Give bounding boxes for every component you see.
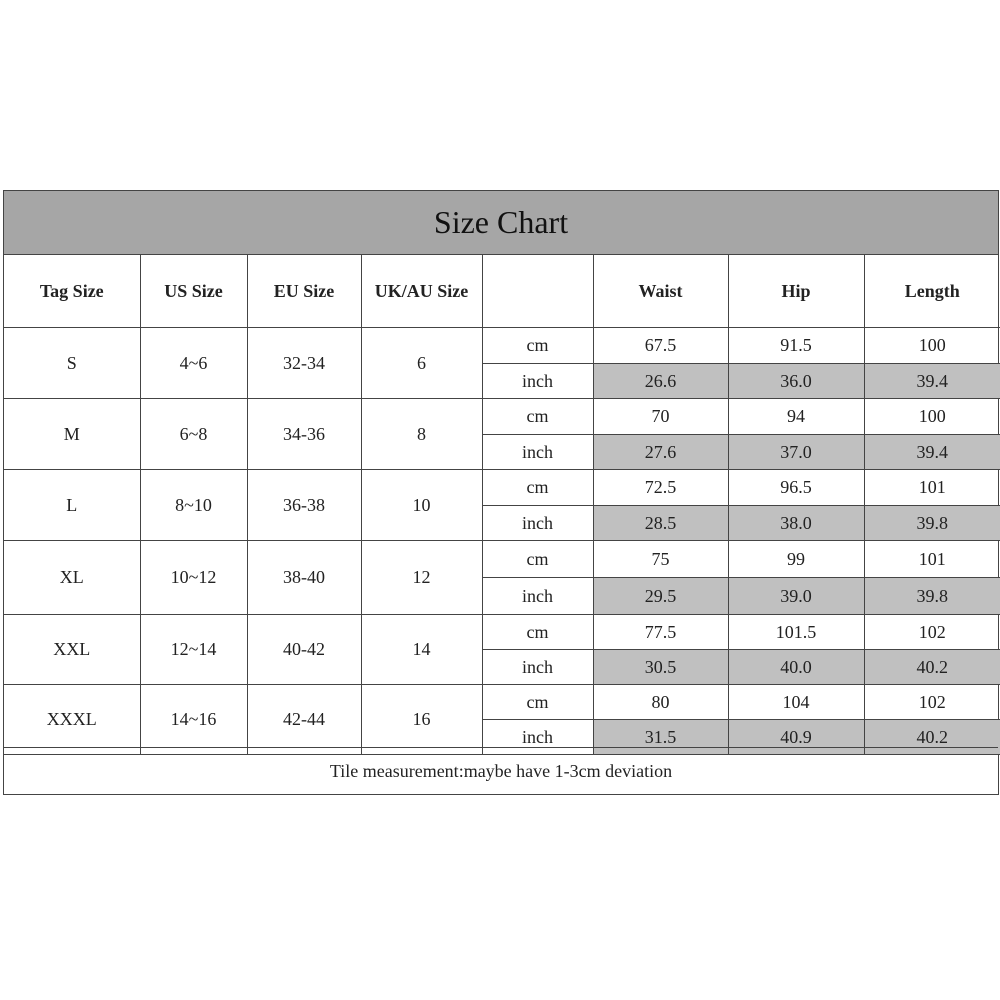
- waist-cm-cell: 75: [593, 541, 728, 578]
- eu-size-cell: 42-44: [247, 685, 361, 755]
- unit-inch-cell: inch: [482, 506, 593, 541]
- ukau-size-cell: 10: [361, 470, 482, 541]
- length-inch-cell: 40.2: [864, 720, 1000, 755]
- table-row: [4, 328, 1000, 364]
- eu-size-cell: 38-40: [247, 541, 361, 615]
- length-cm-cell: 100: [864, 399, 1000, 435]
- header-tag-size: Tag Size: [4, 255, 140, 328]
- us-size-cell: 14~16: [140, 685, 247, 755]
- length-cm-cell: 100: [864, 328, 1000, 364]
- us-size-cell: 8~10: [140, 470, 247, 541]
- table-row: [4, 685, 1000, 720]
- waist-inch-cell: 30.5: [593, 650, 728, 685]
- hip-inch-cell: 40.0: [728, 650, 864, 685]
- waist-inch-cell: 28.5: [593, 506, 728, 541]
- unit-inch-cell: inch: [482, 720, 593, 755]
- waist-inch-cell: 29.5: [593, 578, 728, 615]
- length-cm-cell: 101: [864, 541, 1000, 578]
- hip-cm-cell: 91.5: [728, 328, 864, 364]
- length-inch-cell: 39.8: [864, 506, 1000, 541]
- measurement-note: Tile measurement:maybe have 1-3cm deviation: [4, 747, 998, 794]
- header-eu-size: EU Size: [247, 255, 361, 328]
- eu-size-cell: 32-34: [247, 328, 361, 399]
- length-cm-cell: 101: [864, 470, 1000, 506]
- tag-size-cell: XXL: [4, 615, 140, 685]
- waist-cm-cell: 72.5: [593, 470, 728, 506]
- hip-cm-cell: 104: [728, 685, 864, 720]
- us-size-cell: 6~8: [140, 399, 247, 470]
- length-cm-cell: 102: [864, 615, 1000, 650]
- hip-inch-cell: 37.0: [728, 435, 864, 470]
- hip-inch-cell: 40.9: [728, 720, 864, 755]
- length-inch-cell: 39.4: [864, 435, 1000, 470]
- tag-size-cell: M: [4, 399, 140, 470]
- waist-cm-cell: 67.5: [593, 328, 728, 364]
- tag-size-cell: XL: [4, 541, 140, 615]
- us-size-cell: 4~6: [140, 328, 247, 399]
- waist-inch-cell: 26.6: [593, 364, 728, 399]
- size-table: [4, 255, 1000, 755]
- unit-cm-cell: cm: [482, 470, 593, 506]
- ukau-size-cell: 16: [361, 685, 482, 755]
- hip-cm-cell: 99: [728, 541, 864, 578]
- hip-inch-cell: 36.0: [728, 364, 864, 399]
- unit-inch-cell: inch: [482, 578, 593, 615]
- chart-title: Size Chart: [4, 191, 998, 255]
- unit-cm-cell: cm: [482, 615, 593, 650]
- length-inch-cell: 40.2: [864, 650, 1000, 685]
- waist-cm-cell: 77.5: [593, 615, 728, 650]
- unit-inch-cell: inch: [482, 364, 593, 399]
- waist-cm-cell: 80: [593, 685, 728, 720]
- header-us-size: US Size: [140, 255, 247, 328]
- eu-size-cell: 36-38: [247, 470, 361, 541]
- waist-inch-cell: 27.6: [593, 435, 728, 470]
- unit-cm-cell: cm: [482, 328, 593, 364]
- ukau-size-cell: 14: [361, 615, 482, 685]
- hip-cm-cell: 96.5: [728, 470, 864, 506]
- length-inch-cell: 39.8: [864, 578, 1000, 615]
- unit-cm-cell: cm: [482, 399, 593, 435]
- tag-size-cell: L: [4, 470, 140, 541]
- unit-cm-cell: cm: [482, 541, 593, 578]
- header-hip: Hip: [728, 255, 864, 328]
- hip-cm-cell: 101.5: [728, 615, 864, 650]
- length-inch-cell: 39.4: [864, 364, 1000, 399]
- table-row: [4, 541, 1000, 578]
- ukau-size-cell: 12: [361, 541, 482, 615]
- table-row: [4, 399, 1000, 435]
- header-row: [4, 255, 1000, 328]
- ukau-size-cell: 8: [361, 399, 482, 470]
- eu-size-cell: 34-36: [247, 399, 361, 470]
- unit-inch-cell: inch: [482, 435, 593, 470]
- us-size-cell: 10~12: [140, 541, 247, 615]
- ukau-size-cell: 6: [361, 328, 482, 399]
- size-chart: [3, 190, 999, 795]
- header-ukau-size: UK/AU Size: [361, 255, 482, 328]
- waist-cm-cell: 70: [593, 399, 728, 435]
- table-row: [4, 615, 1000, 650]
- header-waist: Waist: [593, 255, 728, 328]
- table-row: [4, 470, 1000, 506]
- us-size-cell: 12~14: [140, 615, 247, 685]
- header-length: Length: [864, 255, 1000, 328]
- hip-inch-cell: 38.0: [728, 506, 864, 541]
- unit-cm-cell: cm: [482, 685, 593, 720]
- unit-inch-cell: inch: [482, 650, 593, 685]
- hip-inch-cell: 39.0: [728, 578, 864, 615]
- hip-cm-cell: 94: [728, 399, 864, 435]
- waist-inch-cell: 31.5: [593, 720, 728, 755]
- tag-size-cell: XXXL: [4, 685, 140, 755]
- tag-size-cell: S: [4, 328, 140, 399]
- length-cm-cell: 102: [864, 685, 1000, 720]
- header-unit: [482, 255, 593, 328]
- eu-size-cell: 40-42: [247, 615, 361, 685]
